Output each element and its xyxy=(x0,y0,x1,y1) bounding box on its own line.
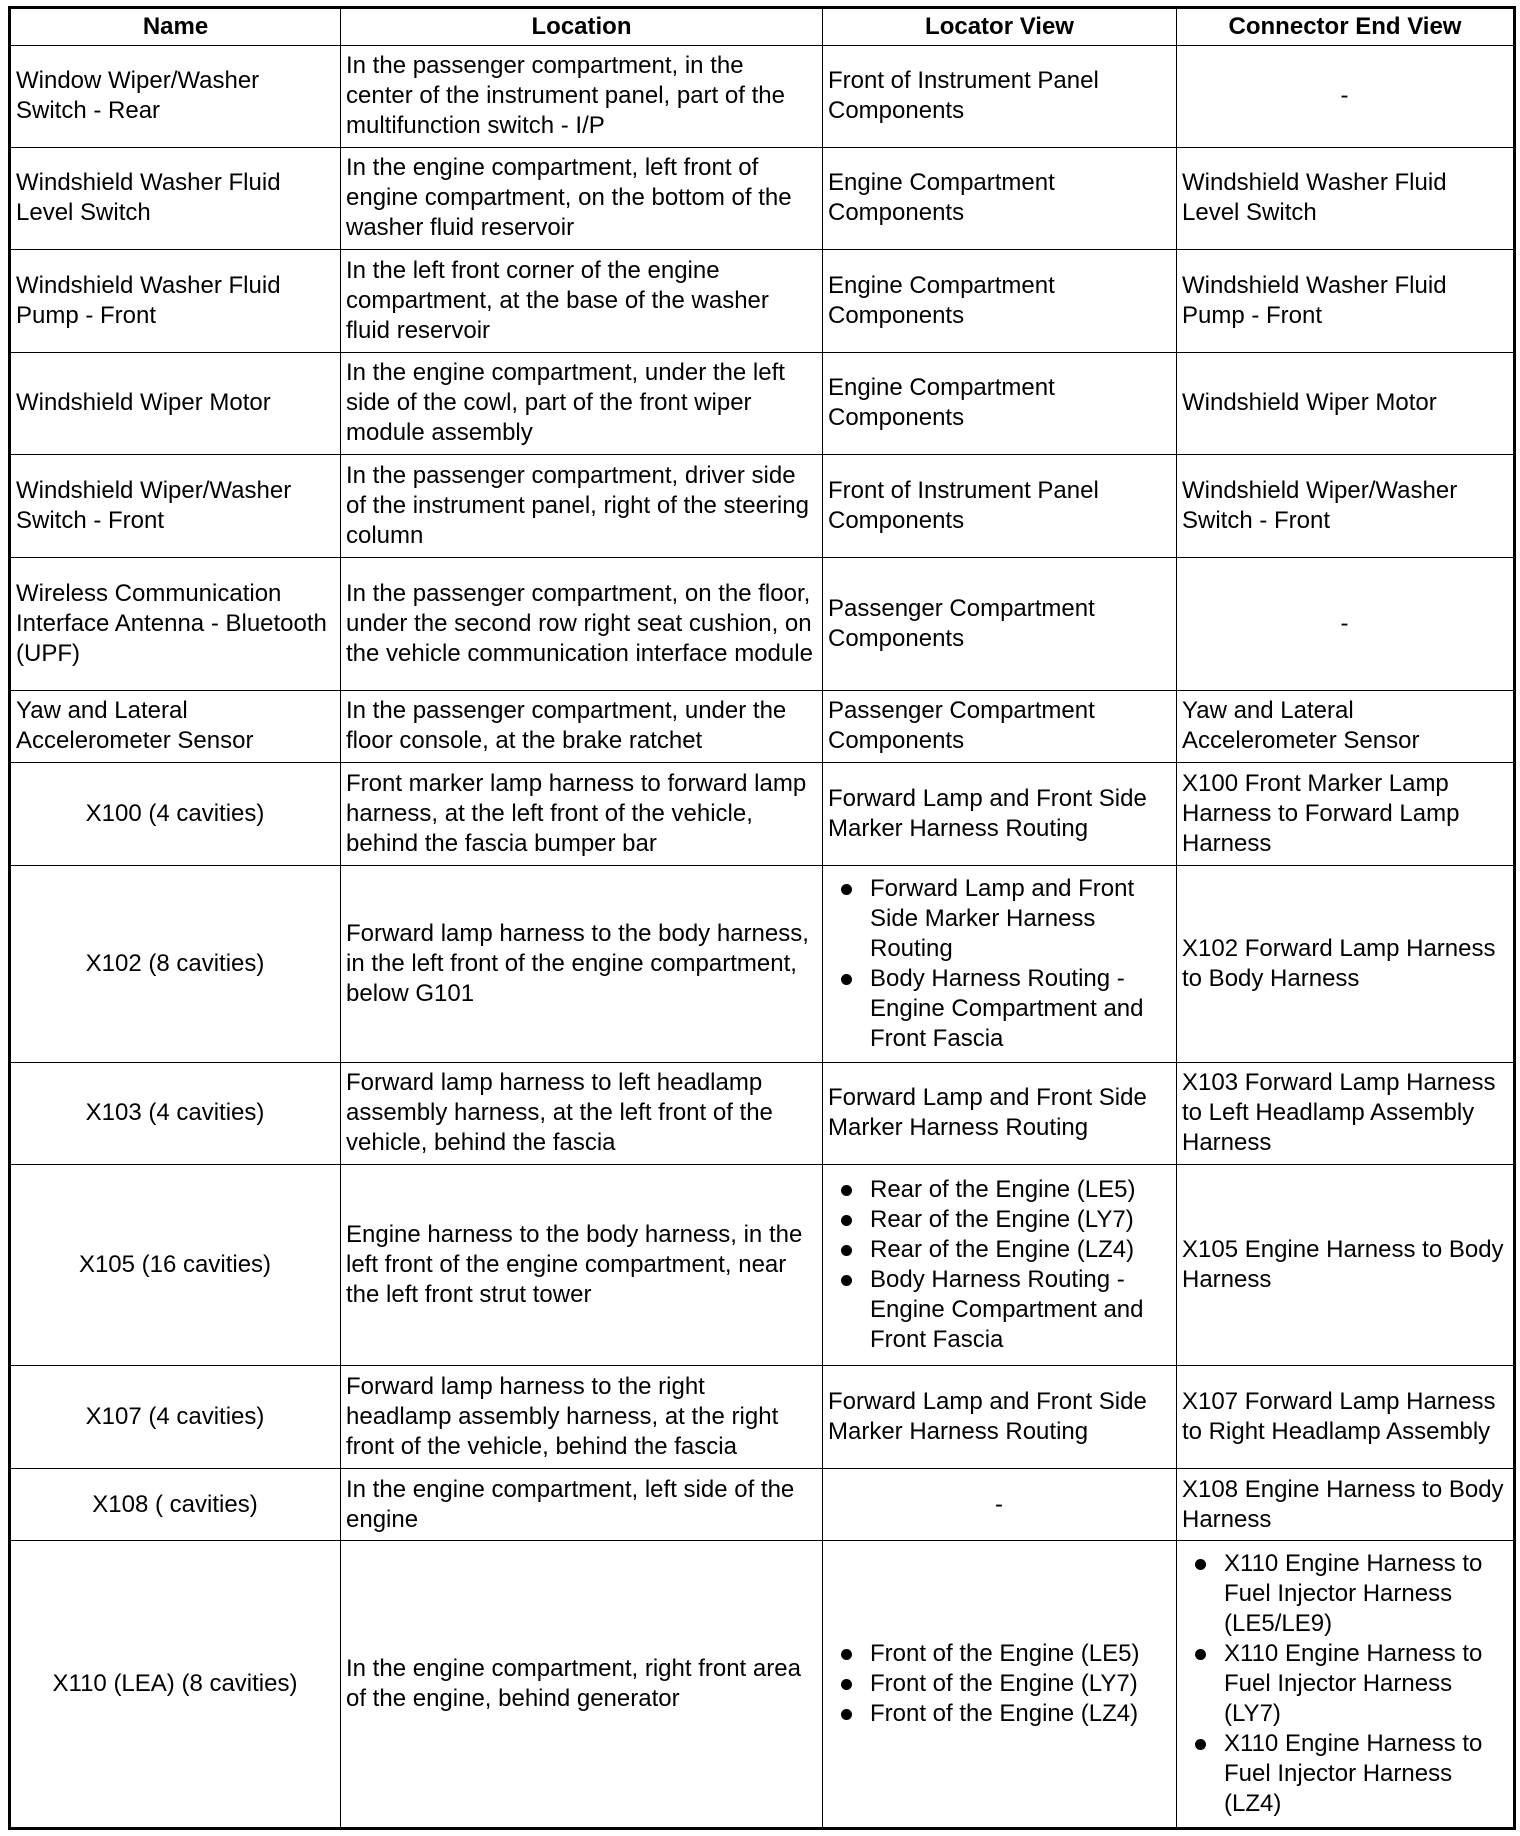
cell-connector xyxy=(1177,1541,1515,1829)
locator-text: Forward Lamp and Front Side Marker Harness Routing xyxy=(828,1388,1147,1446)
cell-name: X108 ( cavities) xyxy=(10,1468,341,1540)
cell-locator xyxy=(823,352,1177,455)
cell-location: In the engine compartment, right front area of the engine, behind generator xyxy=(341,1541,823,1829)
cell-connector xyxy=(1177,1468,1515,1540)
locator-text: Forward Lamp and Front Side Marker Harness Routing xyxy=(828,1084,1147,1142)
cell-location: In the engine compartment, under the left side of the cowl, part of the front wiper module assembly xyxy=(341,352,823,455)
table-row xyxy=(10,1366,1515,1469)
cell-location: Engine harness to the body harness, in the left front of the engine compartment, near the left front strut tower xyxy=(341,1165,823,1366)
cell-location: In the passenger compartment, under the floor console, at the brake ratchet xyxy=(341,690,823,762)
connector-text: X105 Engine Harness to Body Harness xyxy=(1182,1236,1504,1294)
locator-bullet-list xyxy=(828,1639,1170,1729)
cell-location: Forward lamp harness to the body harness, in the left front of the engine compartment, below G101 xyxy=(341,865,823,1062)
cell-locator xyxy=(823,455,1177,558)
cell-locator xyxy=(823,557,1177,690)
locator-bullet-item: Rear of the Engine (LE5) xyxy=(870,1175,1170,1205)
cell-name: Wireless Communication Interface Antenna - Bluetooth (UPF) xyxy=(10,557,341,690)
component-locator-table xyxy=(8,6,1516,1830)
locator-text: Engine Compartment Components xyxy=(828,271,1055,329)
cell-locator xyxy=(823,1468,1177,1540)
connector-text: Windshield Washer Fluid Pump - Front xyxy=(1182,271,1447,329)
connector-bullet-item: X110 Engine Harness to Fuel Injector Harness (LY7) xyxy=(1224,1639,1507,1729)
header-location: Location xyxy=(341,8,823,46)
table-row xyxy=(10,1541,1515,1829)
cell-connector xyxy=(1177,557,1515,690)
cell-name: Windshield Washer Fluid Level Switch xyxy=(10,147,341,250)
cell-connector xyxy=(1177,1366,1515,1469)
cell-locator xyxy=(823,147,1177,250)
table-row xyxy=(10,762,1515,865)
cell-name: Window Wiper/Washer Switch - Rear xyxy=(10,46,341,148)
cell-name: X103 (4 cavities) xyxy=(10,1062,341,1165)
cell-connector xyxy=(1177,352,1515,455)
cell-locator xyxy=(823,1541,1177,1829)
cell-name: Windshield Wiper Motor xyxy=(10,352,341,455)
table-row xyxy=(10,865,1515,1062)
connector-text: Windshield Wiper/Washer Switch - Front xyxy=(1182,477,1458,535)
cell-locator xyxy=(823,865,1177,1062)
cell-location: Front marker lamp harness to forward lamp harness, at the left front of the vehicle, behind the fascia bumper bar xyxy=(341,762,823,865)
table-row xyxy=(10,1468,1515,1540)
cell-connector xyxy=(1177,1165,1515,1366)
connector-text: Windshield Washer Fluid Level Switch xyxy=(1182,169,1447,227)
cell-location: In the passenger compartment, on the floor, under the second row right seat cushion, on the vehicle communication interface module xyxy=(341,557,823,690)
cell-location: In the passenger compartment, driver side of the instrument panel, right of the steering column xyxy=(341,455,823,558)
cell-locator xyxy=(823,1062,1177,1165)
cell-locator xyxy=(823,690,1177,762)
table-row xyxy=(10,1165,1515,1366)
cell-locator xyxy=(823,46,1177,148)
cell-locator xyxy=(823,762,1177,865)
cell-locator xyxy=(823,1366,1177,1469)
cell-name: X100 (4 cavities) xyxy=(10,762,341,865)
table-row xyxy=(10,557,1515,690)
table-row xyxy=(10,46,1515,148)
table-row xyxy=(10,690,1515,762)
cell-name: Yaw and Lateral Accelerometer Sensor xyxy=(10,690,341,762)
connector-text: X107 Forward Lamp Harness to Right Headlamp Assembly xyxy=(1182,1388,1496,1446)
locator-bullet-item: Front of the Engine (LZ4) xyxy=(870,1699,1170,1729)
locator-text: Engine Compartment Components xyxy=(828,169,1055,227)
locator-bullet-item: Front of the Engine (LE5) xyxy=(870,1639,1170,1669)
table-row xyxy=(10,250,1515,353)
connector-text: Windshield Wiper Motor xyxy=(1182,389,1437,417)
cell-connector xyxy=(1177,1062,1515,1165)
cell-connector xyxy=(1177,455,1515,558)
locator-bullet-list xyxy=(828,1175,1170,1355)
connector-text: X108 Engine Harness to Body Harness xyxy=(1182,1475,1504,1533)
cell-connector xyxy=(1177,865,1515,1062)
cell-name: X102 (8 cavities) xyxy=(10,865,341,1062)
header-row xyxy=(10,8,1515,46)
header-locator-view: Locator View xyxy=(823,8,1177,46)
cell-location: In the engine compartment, left side of the engine xyxy=(341,1468,823,1540)
table-row xyxy=(10,1062,1515,1165)
locator-bullet-item: Front of the Engine (LY7) xyxy=(870,1669,1170,1699)
locator-text: Forward Lamp and Front Side Marker Harness Routing xyxy=(828,784,1147,842)
cell-connector xyxy=(1177,690,1515,762)
table-row xyxy=(10,352,1515,455)
header-name: Name xyxy=(10,8,341,46)
cell-connector xyxy=(1177,250,1515,353)
locator-bullet-list xyxy=(828,874,1170,1054)
cell-name: X107 (4 cavities) xyxy=(10,1366,341,1469)
cell-locator xyxy=(823,250,1177,353)
connector-bullet-list xyxy=(1182,1549,1507,1819)
locator-text: Front of Instrument Panel Components xyxy=(828,67,1099,125)
locator-bullet-item: Rear of the Engine (LZ4) xyxy=(870,1235,1170,1265)
locator-text: Passenger Compartment Components xyxy=(828,697,1095,755)
cell-name: X105 (16 cavities) xyxy=(10,1165,341,1366)
locator-bullet-item: Body Harness Routing - Engine Compartment and Front Fascia xyxy=(870,1265,1170,1355)
connector-text: - xyxy=(1340,82,1349,110)
table-row xyxy=(10,147,1515,250)
connector-text: Yaw and Lateral Accelerometer Sensor xyxy=(1182,697,1420,755)
cell-connector xyxy=(1177,46,1515,148)
locator-text: - xyxy=(995,1490,1003,1518)
cell-location: In the left front corner of the engine compartment, at the base of the washer fluid reservoir xyxy=(341,250,823,353)
cell-locator xyxy=(823,1165,1177,1366)
cell-name: Windshield Washer Fluid Pump - Front xyxy=(10,250,341,353)
connector-text: X103 Forward Lamp Harness to Left Headlamp Assembly Harness xyxy=(1182,1069,1496,1157)
cell-name: X110 (LEA) (8 cavities) xyxy=(10,1541,341,1829)
cell-connector xyxy=(1177,147,1515,250)
cell-location: Forward lamp harness to the right headlamp assembly harness, at the right front of the vehicle, behind the fascia xyxy=(341,1366,823,1469)
locator-text: Engine Compartment Components xyxy=(828,374,1055,432)
locator-text: Front of Instrument Panel Components xyxy=(828,477,1099,535)
locator-bullet-item: Rear of the Engine (LY7) xyxy=(870,1205,1170,1235)
locator-bullet-item: Body Harness Routing - Engine Compartment and Front Fascia xyxy=(870,964,1170,1054)
table-row xyxy=(10,455,1515,558)
connector-text: X100 Front Marker Lamp Harness to Forward Lamp Harness xyxy=(1182,769,1460,857)
cell-location: In the passenger compartment, in the center of the instrument panel, part of the multifunction switch - I/P xyxy=(341,46,823,148)
connector-text: - xyxy=(1340,609,1349,637)
locator-text: Passenger Compartment Components xyxy=(828,594,1095,652)
connector-bullet-item: X110 Engine Harness to Fuel Injector Harness (LZ4) xyxy=(1224,1729,1507,1819)
cell-location: Forward lamp harness to left headlamp assembly harness, at the left front of the vehicle, behind the fascia xyxy=(341,1062,823,1165)
cell-name: Windshield Wiper/Washer Switch - Front xyxy=(10,455,341,558)
cell-location: In the engine compartment, left front of engine compartment, on the bottom of the washer fluid reservoir xyxy=(341,147,823,250)
cell-connector xyxy=(1177,762,1515,865)
locator-bullet-item: Forward Lamp and Front Side Marker Harness Routing xyxy=(870,874,1170,964)
connector-bullet-item: X110 Engine Harness to Fuel Injector Harness (LE5/LE9) xyxy=(1224,1549,1507,1639)
header-connector-end-view: Connector End View xyxy=(1177,8,1515,46)
table-body xyxy=(10,46,1515,1829)
connector-text: X102 Forward Lamp Harness to Body Harness xyxy=(1182,934,1496,992)
